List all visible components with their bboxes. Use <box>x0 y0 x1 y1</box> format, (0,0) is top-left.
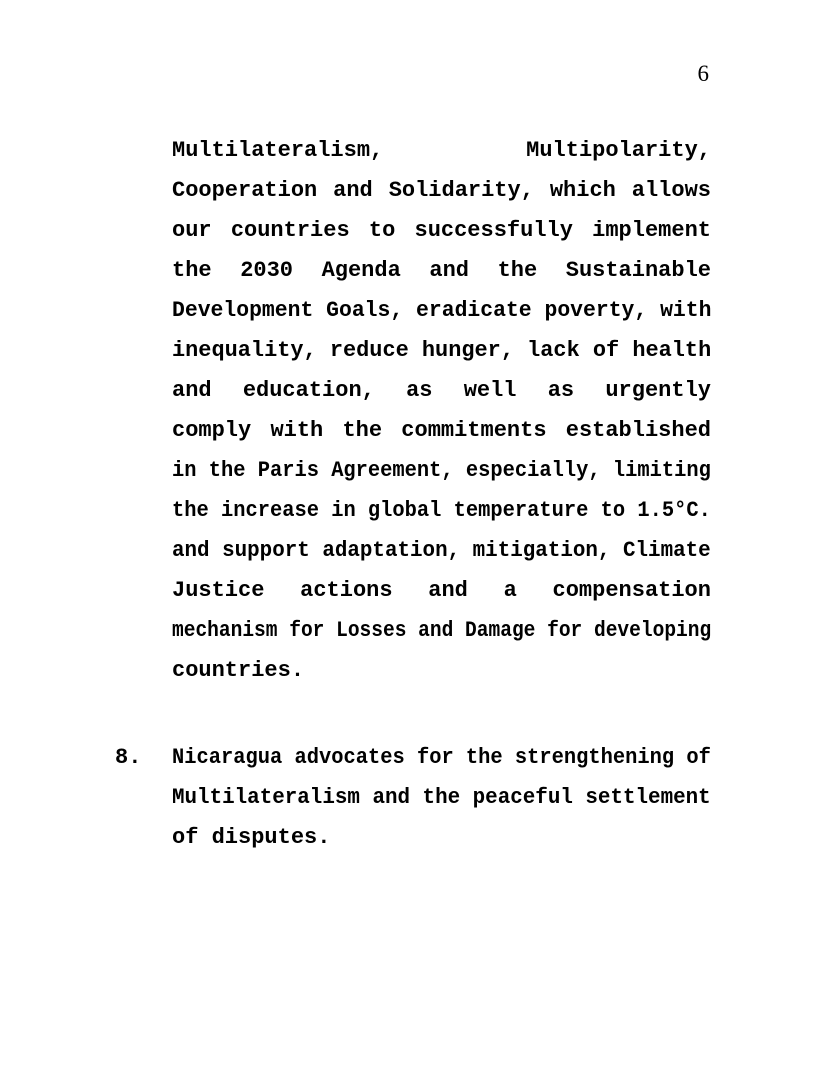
word: global <box>367 498 442 523</box>
word: the <box>465 745 503 770</box>
word: Cooperation <box>172 178 318 203</box>
word: the <box>422 785 461 810</box>
word: with <box>270 418 324 443</box>
word: countries <box>230 218 350 243</box>
word: support <box>222 538 310 563</box>
word: eradicate <box>416 298 532 323</box>
word: compensation <box>552 578 711 603</box>
word: strengthening <box>514 745 675 770</box>
text-line <box>172 411 711 451</box>
word: in <box>172 458 197 483</box>
word: our <box>172 218 212 243</box>
text-line: of disputes. <box>172 825 331 850</box>
word: Agenda <box>321 258 401 283</box>
word: and <box>418 618 454 643</box>
word: to <box>600 498 626 523</box>
text-line <box>172 531 711 571</box>
word: settlement <box>585 785 711 810</box>
word: limiting <box>612 458 711 483</box>
word: health <box>632 338 712 363</box>
word: 2030 <box>240 258 293 283</box>
word: and <box>372 785 411 810</box>
paragraph <box>172 131 711 691</box>
word: for <box>547 618 583 643</box>
word: and <box>429 258 469 283</box>
list-item-number: 8. <box>115 745 142 770</box>
word: Nicaragua <box>172 745 283 770</box>
text-line <box>172 738 711 778</box>
word: inequality, <box>172 338 317 363</box>
text-line <box>172 611 712 651</box>
word: with <box>660 298 712 323</box>
word: hunger, <box>421 338 514 363</box>
text-line <box>172 211 711 251</box>
word: of <box>592 338 620 363</box>
word: poverty, <box>544 298 648 323</box>
word: increase <box>220 498 319 523</box>
word: Goals, <box>326 298 404 323</box>
word: and <box>172 538 210 563</box>
word: and <box>172 378 212 403</box>
word: adaptation, <box>322 538 461 563</box>
word: Losses <box>336 618 407 643</box>
text-line: countries. <box>172 658 305 683</box>
text-line <box>172 371 711 411</box>
word: Climate <box>622 538 711 563</box>
word: commitments <box>401 418 547 443</box>
word: Solidarity, <box>388 178 534 203</box>
text-line <box>172 131 711 171</box>
page-number: 6 <box>697 61 709 86</box>
text-line <box>172 451 711 491</box>
word: Development <box>172 298 314 323</box>
word: the <box>172 498 209 523</box>
text-line <box>172 571 711 611</box>
numbered-paragraph <box>115 738 711 858</box>
word: implement <box>592 218 711 243</box>
word: Multipolarity, <box>526 138 711 163</box>
word: reduce <box>329 338 409 363</box>
text-line <box>172 491 711 531</box>
text-line <box>172 778 711 818</box>
text-line <box>172 331 712 371</box>
text-line <box>172 291 712 331</box>
word: the <box>208 458 246 483</box>
word: as <box>406 378 433 403</box>
word: in <box>331 498 356 523</box>
word: the <box>172 258 212 283</box>
word: 1.5°C. <box>637 498 711 523</box>
word: developing <box>593 618 712 643</box>
word: Paris <box>257 458 319 483</box>
word: temperature <box>453 498 589 523</box>
word: for <box>289 618 325 643</box>
word: as <box>547 378 575 403</box>
word: established <box>565 418 711 443</box>
word: the <box>497 258 538 283</box>
word: education, <box>242 378 375 403</box>
word: of <box>686 745 711 770</box>
word: and <box>333 178 373 203</box>
word: mitigation, <box>472 538 611 563</box>
word: Justice <box>172 578 265 603</box>
word: peaceful <box>472 785 573 810</box>
word: and <box>428 578 468 603</box>
word: especially, <box>465 458 601 483</box>
word: allows <box>631 178 711 203</box>
word: which <box>549 178 616 203</box>
word: the <box>342 418 383 443</box>
word: Multilateralism <box>172 785 360 810</box>
word: to <box>368 218 396 243</box>
word: Agreement, <box>331 458 454 483</box>
word: a <box>503 578 517 603</box>
word: Damage <box>465 618 536 643</box>
word: lack <box>527 338 580 363</box>
word: well <box>463 378 517 403</box>
word: Multilateralism, <box>172 138 384 163</box>
text-line <box>172 251 711 291</box>
word: comply <box>172 418 252 443</box>
word: successfully <box>414 218 573 243</box>
word: for <box>416 745 454 770</box>
document-body <box>115 131 712 858</box>
word: urgently <box>605 378 711 403</box>
word: mechanism <box>172 618 278 643</box>
text-line <box>172 171 711 211</box>
word: actions <box>300 578 393 603</box>
word: Sustainable <box>565 258 711 283</box>
word: advocates <box>294 745 405 770</box>
